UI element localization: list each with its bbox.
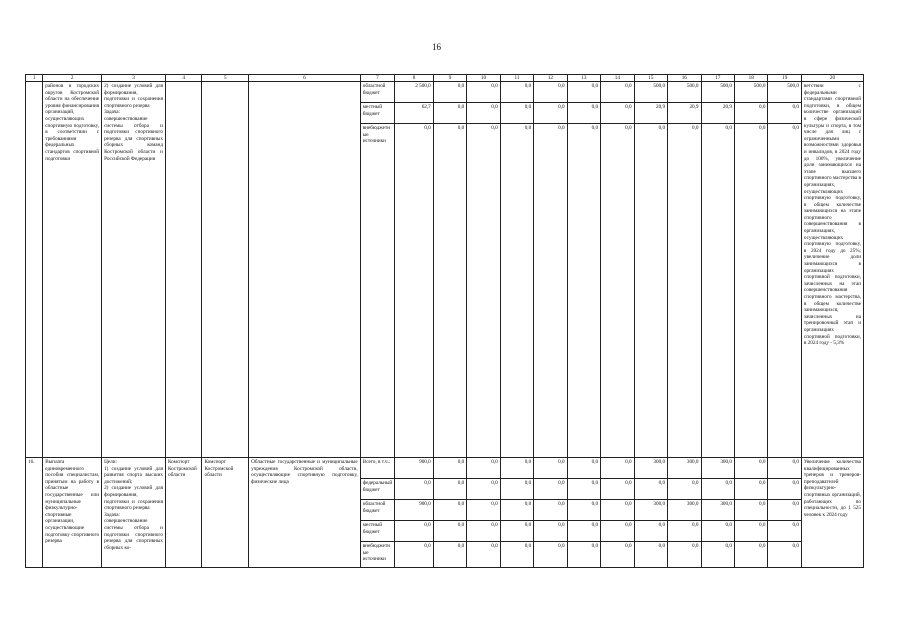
- amount-value: 0,0: [501, 520, 533, 541]
- amount-value: 0,0: [501, 123, 533, 144]
- amount-value: 0,0: [467, 541, 499, 562]
- amount-value: 500,0: [686, 83, 699, 89]
- column-header-18: 18: [734, 75, 767, 82]
- amount-value: 0,0: [558, 83, 565, 89]
- column-header-14: 14: [601, 75, 634, 82]
- amount-value: 0,0: [534, 541, 566, 562]
- amount-value: 0,0: [434, 478, 466, 499]
- column-header-4: 4: [165, 75, 202, 82]
- amount-value: 0,0: [501, 102, 533, 123]
- amount-value: 0,0: [668, 478, 700, 499]
- column-header-8: 8: [395, 75, 434, 82]
- column-header-9: 9: [433, 75, 466, 82]
- row-b-measure: Выплата единовременного пособия специалистам, принятым на работу в областные государственные или муниципальные физкультурно-спортивные организации, осуществляющие подготовку спортивного резерва: [43, 458, 102, 568]
- amount-value: 0,0: [768, 102, 800, 123]
- amount-value: 500,0: [787, 83, 799, 89]
- source-label: областной бюджет: [362, 83, 386, 96]
- column-header-5: 5: [202, 75, 249, 82]
- amount-value: 0,0: [501, 478, 533, 499]
- amount-value: 0,0: [568, 123, 600, 144]
- amount-value: 0,0: [467, 102, 499, 123]
- amount-value: 0,0: [534, 102, 566, 123]
- source-label: местный бюджет: [361, 520, 394, 541]
- amount-value: 300,0: [635, 499, 667, 520]
- amount-value: 0,0: [601, 541, 633, 562]
- page-number: 16: [432, 42, 441, 52]
- amount-value: 0,0: [467, 123, 499, 144]
- amount-value: 0,0: [601, 123, 633, 144]
- row-b-result: Увеличение количества квалифицированных тренеров и тренеров-преподавателей физкультурно-спортивных организаций, работающих по специальности, до 1 525 человек к 2024 году: [801, 458, 863, 568]
- amount-value: 500,0: [753, 83, 766, 89]
- table-row-a: [26, 82, 864, 458]
- amount-value: 0,0: [668, 123, 700, 144]
- column-header-20: 20: [801, 75, 863, 82]
- row-b-executor: Комспорт Костромской области: [165, 458, 202, 568]
- row-b-participants: Областные государственные и муниципальные учреждения Костромской области, осуществляющие спортивную подготовку, физические лица: [249, 458, 361, 568]
- amount-value: 0,0: [395, 478, 433, 499]
- amount-value: 0,0: [568, 520, 600, 541]
- amount-value: 0,0: [702, 123, 734, 144]
- amount-value: 0,0: [457, 459, 465, 465]
- amount-value: 0,0: [735, 102, 767, 123]
- amount-value: 0,0: [491, 83, 498, 89]
- source-label: внебюджетные источники: [361, 123, 394, 146]
- row-b-number: 16.: [26, 458, 43, 568]
- amount-value: 0,0: [625, 459, 632, 465]
- amount-value: 900,0: [395, 499, 433, 520]
- source-label: внебюджетные источники: [361, 541, 394, 564]
- amount-value: 0,0: [601, 102, 633, 123]
- amount-value: 0,0: [457, 83, 465, 89]
- column-header-17: 17: [701, 75, 734, 82]
- amount-value: 0,0: [568, 102, 600, 123]
- amount-value: 0,0: [702, 520, 734, 541]
- row-b-goals: Цели: 1) создание условий для развития спорта высших достижений; 2) создание условий для формирования, подготовки и сохранения спортивного резерва Задача: совершенствование системы отбора и подготовки спортивного резерва для спортивных сборных ко-: [102, 458, 166, 568]
- amount-value: 0,0: [625, 83, 632, 89]
- row-b-coexecutor: Комспорт Костромской области: [202, 458, 249, 568]
- amount-value: 2 500,0: [415, 83, 431, 89]
- amount-value: 0,0: [702, 541, 734, 562]
- source-label: областной бюджет: [361, 499, 394, 520]
- amount-value: 0,0: [601, 499, 633, 520]
- amount-value: 0,0: [524, 459, 532, 465]
- amount-value: 0,0: [601, 478, 633, 499]
- amount-value: 300,0: [720, 459, 732, 465]
- amount-value: 0,0: [568, 499, 600, 520]
- amount-value: 0,0: [635, 478, 667, 499]
- amount-value: 0,0: [534, 499, 566, 520]
- amount-value: 500,0: [653, 83, 666, 89]
- amount-value: 0,0: [591, 83, 599, 89]
- amount-value: 0,0: [434, 520, 466, 541]
- amount-value: 0,0: [792, 459, 799, 465]
- amount-value: 0,0: [635, 541, 667, 562]
- amount-value: 0,0: [768, 541, 800, 562]
- amount-value: 0,0: [735, 478, 767, 499]
- source-label: местный бюджет: [361, 102, 394, 123]
- amount-value: 0,0: [768, 499, 800, 520]
- amount-value: 0,0: [467, 499, 499, 520]
- amount-value: 20,9: [668, 102, 700, 123]
- row-a-goals: 2) создание условий для формирования, подготовки и сохранения спортивного резерва Задача: совершенствование системы отбора и подготовки спортивного резерва для спортивных сборных команд Костромской области и Российской Федерации: [102, 82, 166, 458]
- amount-value: 20,9: [635, 102, 667, 123]
- column-header-2: 2: [43, 75, 102, 82]
- amount-value: 0,0: [395, 541, 433, 562]
- amount-value: 0,0: [601, 520, 633, 541]
- column-header-11: 11: [500, 75, 533, 82]
- column-header-13: 13: [567, 75, 600, 82]
- column-header-3: 3: [102, 75, 166, 82]
- amount-value: 0,0: [635, 520, 667, 541]
- amount-value: 0,0: [434, 123, 466, 144]
- source-label: Всего, в т.ч.:: [362, 459, 391, 465]
- amount-value: 0,0: [735, 541, 767, 562]
- row-a-measure: районов и городских округов Костромской области на обеспечение уровня финансирования организаций, осуществляющих спортивную подготовку, в соответствии с требованиями федеральных стандартов спортивной подготовки: [43, 82, 102, 458]
- amount-value: 0,0: [735, 520, 767, 541]
- amount-value: 62,7: [395, 102, 433, 123]
- amount-value: 300,0: [653, 459, 666, 465]
- amount-value: 300,0: [702, 499, 734, 520]
- column-header-12: 12: [534, 75, 567, 82]
- amount-value: 0,0: [467, 478, 499, 499]
- amount-value: 0,0: [501, 499, 533, 520]
- amount-value: 0,0: [735, 499, 767, 520]
- amount-value: 0,0: [568, 478, 600, 499]
- amount-value: 0,0: [534, 520, 566, 541]
- table-row-b: [26, 458, 864, 568]
- source-label: федеральный бюджет: [361, 478, 394, 499]
- amount-value: 0,0: [591, 459, 599, 465]
- amount-value: 0,0: [524, 83, 532, 89]
- amount-value: 0,0: [434, 541, 466, 562]
- header-row: [26, 75, 864, 82]
- column-header-15: 15: [634, 75, 667, 82]
- amount-value: 0,0: [735, 123, 767, 144]
- row-b-sources: [360, 458, 394, 568]
- amount-value: 0,0: [702, 478, 734, 499]
- column-header-6: 6: [249, 75, 361, 82]
- row-a-sources: [360, 82, 394, 458]
- amount-value: 0,0: [635, 123, 667, 144]
- amount-value: 0,0: [558, 459, 565, 465]
- amount-value: 0,0: [534, 123, 566, 144]
- column-header-1: 1: [26, 75, 43, 82]
- amount-value: 0,0: [491, 459, 498, 465]
- column-header-16: 16: [668, 75, 701, 82]
- amount-value: 0,0: [768, 520, 800, 541]
- amount-value: 0,0: [395, 520, 433, 541]
- amount-value: 0,0: [534, 478, 566, 499]
- amount-value: 0,0: [668, 520, 700, 541]
- budget-table: [25, 74, 864, 568]
- amount-value: 0,0: [758, 459, 766, 465]
- amount-value: 0,0: [768, 123, 800, 144]
- amount-value: 0,0: [434, 499, 466, 520]
- amount-value: 0,0: [568, 541, 600, 562]
- amount-value: 0,0: [434, 102, 466, 123]
- amount-value: 0,0: [768, 478, 800, 499]
- amount-value: 0,0: [395, 123, 433, 144]
- amount-value: 0,0: [668, 541, 700, 562]
- amount-value: 0,0: [467, 520, 499, 541]
- amount-value: 900,0: [419, 459, 431, 465]
- column-header-19: 19: [768, 75, 801, 82]
- amount-value: 300,0: [686, 459, 699, 465]
- amount-value: 20,9: [702, 102, 734, 123]
- row-a-result: ветствии с федеральными стандартами спортивной подготовки, в общем количестве организаций в сфере физической культуры и спорта, в том числе для лиц с ограниченными возможностями здоровья и инвалидов, в 2024 году до 100%, увеличение доли занимающихся на этапе высшего спортивного мастерства в организациях, осуществляющих спортивную подготовку, в общем количестве занимающихся на этапе спортивного совершенствования в организациях, осуществляющих спортивную подготовку, в 2024 году до 25%; увеличение доли занимающихся в организациях спортивной подготовки, зачисленных на этап совершенствования спортивного мастерства, в общем количестве занимающихся, зачисленных на тренировочный этап и организациях спортивной подготовки, в 2024 году - 5,3%: [801, 82, 863, 458]
- column-header-7: 7: [360, 75, 394, 82]
- amount-value: 500,0: [720, 83, 732, 89]
- amount-value: 0,0: [501, 541, 533, 562]
- column-header-10: 10: [467, 75, 500, 82]
- amount-value: 300,0: [668, 499, 700, 520]
